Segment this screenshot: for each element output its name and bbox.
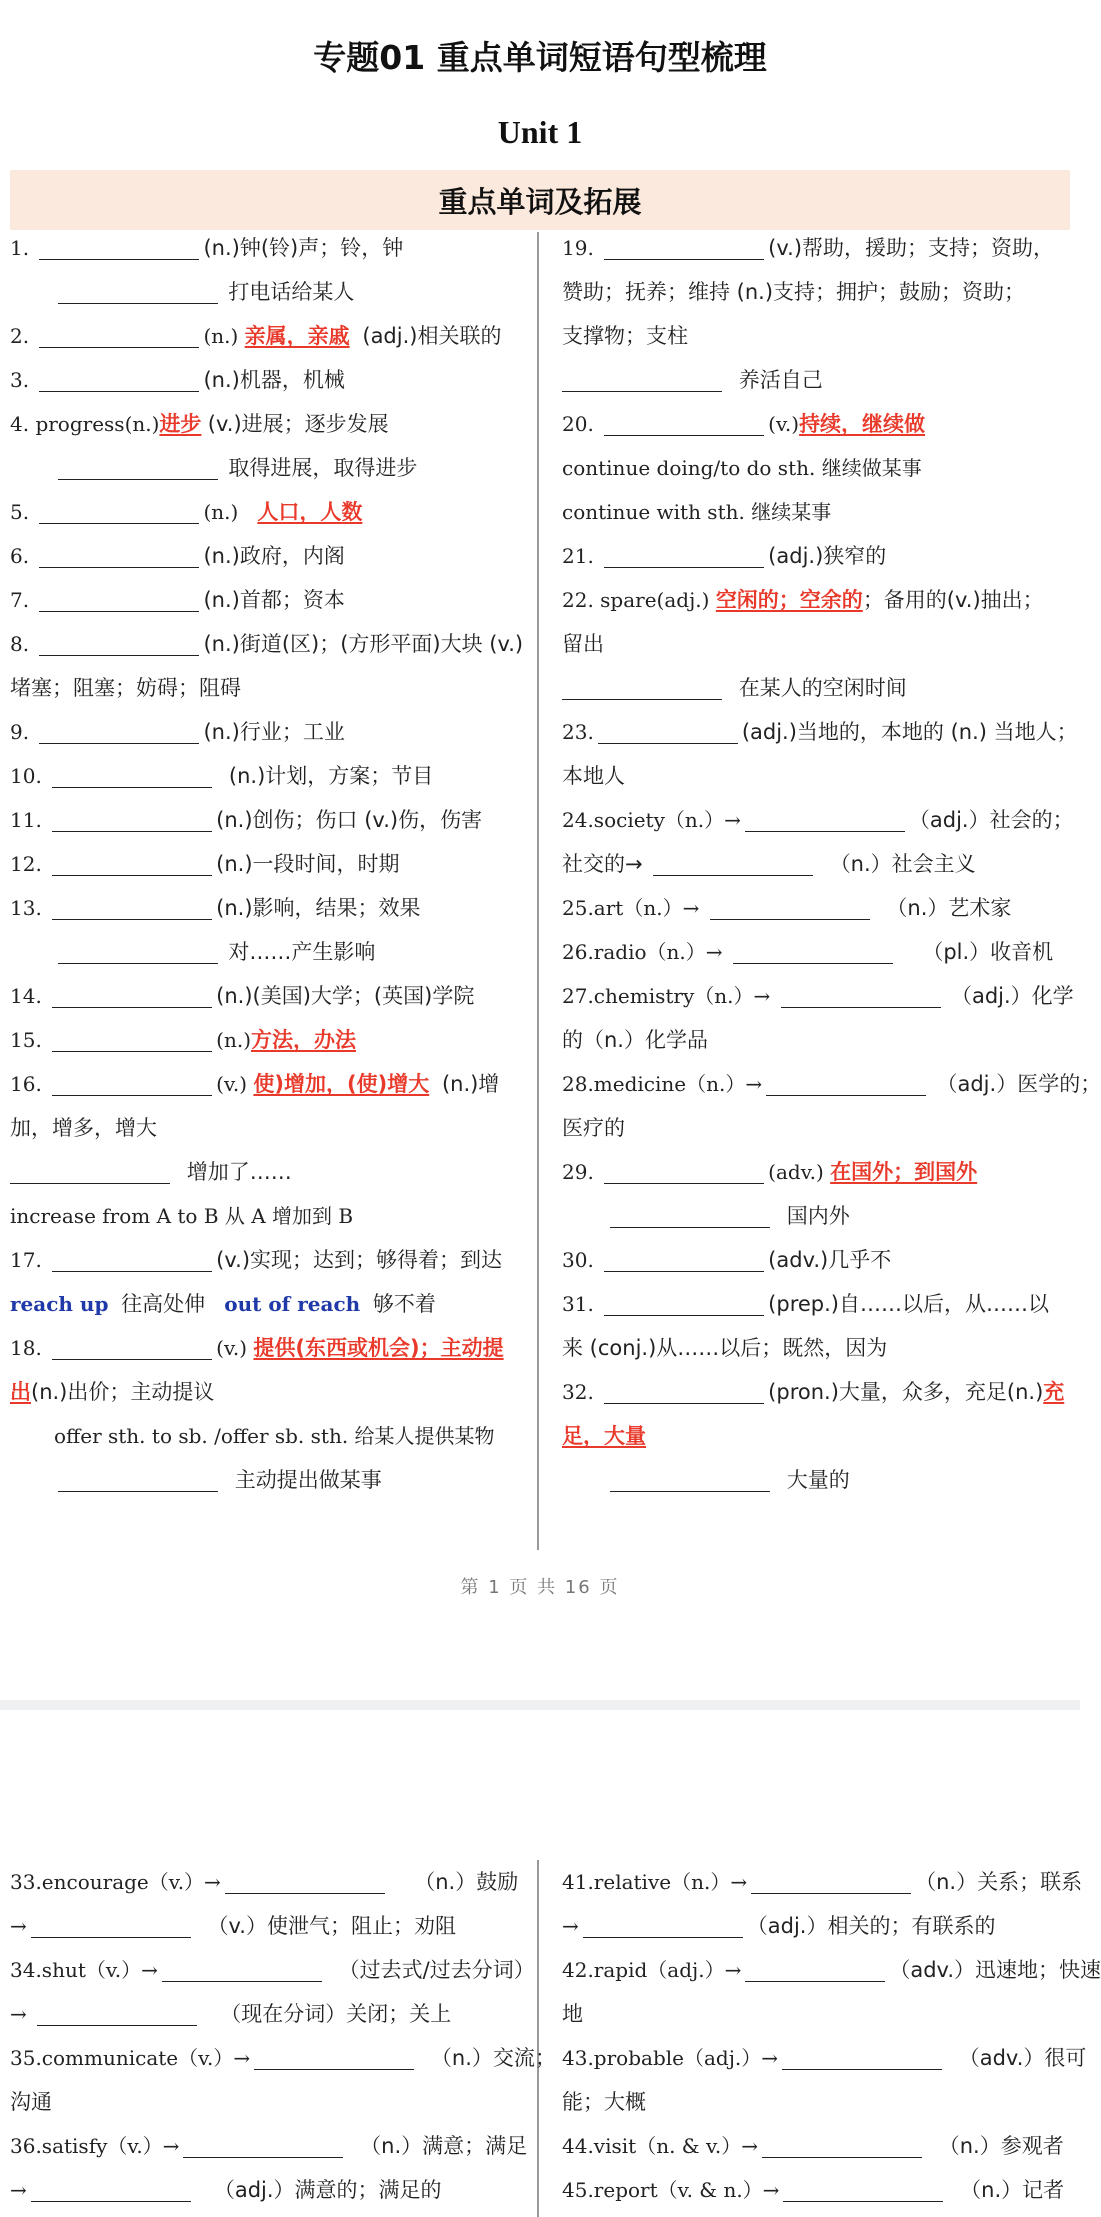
phrase-highlight: reach up [10,1292,109,1316]
item-number: 2. [10,324,30,348]
answer-blank[interactable] [562,674,722,700]
item-number: 11. [10,808,42,832]
answer-blank[interactable] [604,542,764,568]
definition: 主动提出做某事 [234,1468,382,1492]
vocab-continuation [562,754,1074,798]
vocab-item-32 [562,1370,1074,1414]
vocab-item-34 [10,1948,538,1992]
definition: 赞助；抚养；维持 (n.)支持；拥护；鼓励；资助； [562,280,1026,304]
highlighted-answer: 出 [10,1380,31,1404]
vocab-phrase [562,446,1074,490]
vocab-continuation [10,1370,538,1414]
vocab-item-15 [10,1018,538,1062]
definition: 增加了…… [186,1160,292,1184]
definition: 养活自己 [738,368,823,392]
word: 28.medicine（n.）→ [562,1072,763,1096]
definition: （过去式/过去分词） [338,1958,535,1982]
vocab-item-29 [562,1150,1074,1194]
vocab-item-8 [10,622,538,666]
answer-blank[interactable] [710,894,870,920]
highlighted-answer: 提供(东西或机会)；主动提 [253,1336,504,1360]
answer-blank[interactable] [762,2132,922,2158]
vocab-continuation [562,1106,1074,1150]
vocab-item-31 [562,1282,1074,1326]
item-number: 12. [10,852,42,876]
answer-blank[interactable] [52,850,212,876]
vocab-item-3 [10,358,538,402]
item-number: 15. [10,1028,42,1052]
definition: (v.)帮助，援助；支持；资助， [768,236,1055,260]
highlighted-answer: 进步 [159,412,202,436]
phrase-highlight: out of reach [224,1292,361,1316]
definition: (n.)政府，内阁 [203,544,345,568]
definition: (adj.)相关联的 [362,324,502,348]
item-number: 31. [562,1292,594,1316]
answer-blank[interactable] [52,1026,212,1052]
definition: （adj.）相关的；有联系的 [746,1914,996,1938]
vocab-continuation [562,1992,1074,2036]
definition: （adj.）医学的； [936,1072,1101,1096]
vocab-continuation [562,1326,1074,1370]
page-2 [0,1710,1101,2217]
definition: 支撑物；支柱 [562,324,688,348]
item-number: 8. [10,632,30,656]
word: 45.report（v. & n.）→ [562,2178,780,2202]
vocab-item-13 [10,886,538,930]
answer-blank[interactable] [58,1466,218,1492]
definition: （adv.）很可 [958,2046,1087,2070]
answer-blank[interactable] [604,1378,764,1404]
vocab-item-25 [562,886,1074,930]
vocab-item-23 [562,710,1078,754]
answer-blank[interactable] [52,982,212,1008]
highlighted-answer: 使)增加，(使)增大 [253,1072,430,1096]
answer-blank[interactable] [39,718,199,744]
vocab-item-19 [562,226,1074,270]
item-number: 1. [10,236,30,260]
highlighted-answer: 持续，继续做 [799,412,926,436]
definition: （现在分词）关闭；关上 [220,2002,452,2026]
definition: (n.)(美国)大学；(英国)学院 [216,984,475,1008]
vocab-item-26 [562,930,1074,974]
answer-blank[interactable] [58,278,218,304]
vocab-phrase [10,1414,538,1458]
definition: (v.)进展；逐步发展 [207,412,389,436]
answer-blank[interactable] [39,322,199,348]
vocab-item-16 [10,1062,538,1106]
page-footer: 第 1 页 共 16 页 [460,1577,620,1598]
vocab-continuation [562,622,1074,666]
definition: （n.）参观者 [938,2134,1064,2158]
vocab-continuation [562,2080,1074,2124]
vocab-continuation [10,1992,538,2036]
vocab-item-45 [562,2168,1074,2212]
answer-blank[interactable] [58,938,218,964]
answer-blank[interactable] [604,234,764,260]
word: 41.relative（n.）→ [562,1870,748,1894]
item-number: 10. [10,764,42,788]
answer-blank[interactable] [604,1290,764,1316]
answer-blank[interactable] [183,2132,343,2158]
section-header: 重点单词及拓展 [10,170,1070,230]
item-number: 20. [562,412,594,436]
definition: 够不着 [372,1292,436,1316]
definition: （n.）记者 [960,2178,1065,2202]
part-of-speech: (v.) [768,412,800,436]
definition: (n.)一段时间，时期 [216,852,400,876]
definition: 沟通 [10,2090,52,2114]
definition: 对……产生影响 [228,940,376,964]
vocab-item-10 [10,754,538,798]
word: 33.encourage（v.）→ [10,1870,221,1894]
definition: (prep.)自……以后，从……以 [768,1292,1049,1316]
definition: 能；大概 [562,2090,646,2114]
definition: 加，增多，增大 [10,1116,157,1140]
vocab-continuation [562,1018,1074,1062]
item-number: 29. [562,1160,594,1184]
definition: (adj.)当地的，本地的 (n.) 当地人； [741,720,1078,744]
definition: 打电话给某人 [228,280,355,304]
unit-title: Unit 1 [497,114,583,150]
definition: (n.)创伤；伤口 (v.)伤，伤害 [216,808,483,832]
definition: （n.）交流； [430,2046,556,2070]
answer-blank[interactable] [39,542,199,568]
word: 25.art（n.）→ [562,896,700,920]
vocab-item-4 [10,402,538,446]
answer-blank[interactable] [52,1070,212,1096]
page-separator [0,1700,1080,1710]
vocab-subitem [562,666,1074,710]
vocab-continuation [562,842,1074,886]
item-number: 7. [10,588,30,612]
definition: （n.）鼓励 [414,1870,519,1894]
definition: 本地人 [562,764,625,788]
part-of-speech: (n.) [203,324,239,348]
definition: （n.）关系；联系 [915,1870,1083,1894]
highlighted-answer: 空闲的；空余的 [715,588,863,612]
definition: 医疗的 [562,1116,625,1140]
vocab-item-18 [10,1326,538,1370]
arrow: → [10,1914,27,1938]
vocab-item-44 [562,2124,1074,2168]
answer-blank[interactable] [58,454,218,480]
vocab-item-2 [10,314,538,358]
word: 26.radio（n.）→ [562,940,723,964]
part-of-speech: (adv.) [768,1160,824,1184]
definition: (adj.)狭窄的 [768,544,887,568]
answer-blank[interactable] [225,1868,385,1894]
vocab-item-20 [562,402,1074,446]
answer-blank[interactable] [39,498,199,524]
item-number: 14. [10,984,42,1008]
answer-blank[interactable] [39,630,199,656]
vocab-item-24 [562,798,1074,842]
answer-blank[interactable] [162,1956,322,1982]
vocab-continuation [562,1414,1074,1458]
vocab-subitem [10,930,538,974]
definition: （v.）使泄气；阻止；劝阻 [207,1914,456,1938]
highlighted-answer: 亲属，亲戚 [244,324,350,348]
vocab-item-12 [10,842,538,886]
answer-blank[interactable] [604,1246,764,1272]
document-title: 专题01 重点单词短语句型梳理 [313,38,767,77]
vocab-continuation [10,1106,538,1150]
word: 24.society（n.）→ [562,808,741,832]
vocab-item-30 [562,1238,1074,1282]
part-of-speech: (v.) [216,1072,248,1096]
arrow: → [10,2178,27,2202]
answer-blank[interactable] [583,1912,743,1938]
definition: (n.)影响，结果；效果 [216,896,421,920]
vocab-item-21 [562,534,1074,578]
definition: (n.)行业；工业 [203,720,345,744]
vocab-phrase [10,1194,538,1238]
answer-blank[interactable] [782,2044,942,2070]
phrase: continue with sth. 继续某事 [562,500,832,524]
answer-blank[interactable] [751,1868,911,1894]
answer-blank[interactable] [39,366,199,392]
answer-blank[interactable] [766,1070,926,1096]
word: 44.visit（n. & v.）→ [562,2134,758,2158]
item-number: 18. [10,1336,42,1360]
vocab-item-33 [10,1860,538,1904]
phrase: continue doing/to do sth. 继续做某事 [562,456,922,480]
vocab-item-28 [562,1062,1101,1106]
vocab-item-22 [562,578,1074,622]
definition: （n.）艺术家 [886,896,1012,920]
vocab-item-7 [10,578,538,622]
definition: 来 (conj.)从……以后；既然，因为 [562,1336,888,1360]
vocab-subitem [10,270,538,314]
definition: 大量的 [786,1468,850,1492]
definition: （adj.）满意的；满足的 [213,2178,442,2202]
definition: ；备用的(v.)抽出； [862,588,1044,612]
answer-blank[interactable] [31,2176,191,2202]
vocab-subitem [10,446,538,490]
answer-blank[interactable] [598,718,738,744]
vocab-continuation [562,314,1074,358]
item-number: 32. [562,1380,594,1404]
answer-blank[interactable] [745,806,905,832]
definition: （adj.）社会的； [908,808,1074,832]
part-of-speech: (n.) [203,500,239,524]
definition: 国内外 [786,1204,850,1228]
item-number: 30. [562,1248,594,1272]
vocab-item-9 [10,710,538,754]
answer-blank[interactable] [52,806,212,832]
answer-blank[interactable] [31,1912,191,1938]
part-of-speech: (v.) [216,1336,248,1360]
definition: （pl.）收音机 [922,940,1054,964]
vocab-item-35 [10,2036,556,2080]
answer-blank[interactable] [254,2044,414,2070]
definition: （n.）社会主义 [829,852,976,876]
definition: 在某人的空闲时间 [738,676,907,700]
item-number: 5. [10,500,30,524]
vocab-phrase [10,1282,538,1326]
item-number: 23. [562,720,594,744]
vocab-continuation [562,270,1074,314]
word: 34.shut（v.）→ [10,1958,158,1982]
word: 社交的→ [562,852,643,876]
vocab-item-43 [562,2036,1087,2080]
item-number: 6. [10,544,30,568]
answer-blank[interactable] [610,1466,770,1492]
answer-blank[interactable] [52,762,212,788]
item-number: 9. [10,720,30,744]
answer-blank[interactable] [783,2176,943,2202]
answer-blank[interactable] [745,1956,885,1982]
definition: （adj.）化学 [950,984,1074,1008]
vocab-item-41 [562,1860,1083,1904]
vocab-item-27 [562,974,1074,1018]
definition: (n.)街道(区)；(方形平面)大块 (v.) [203,632,524,656]
definition: (n.)出价；主动提议 [31,1380,215,1404]
definition: 取得进展，取得进步 [228,456,418,480]
vocab-item-42 [562,1948,1101,1992]
item-number: 17. [10,1248,42,1272]
answer-blank[interactable] [781,982,941,1008]
vocab-item-5 [10,490,538,534]
part-of-speech: (n.) [216,1028,252,1052]
answer-blank[interactable] [653,850,813,876]
arrow: → [562,1914,579,1938]
answer-blank[interactable] [52,1334,212,1360]
item-number: 21. [562,544,594,568]
definition: (n.)机器，机械 [203,368,345,392]
vocab-continuation [10,666,538,710]
vocab-subitem [562,1458,1074,1502]
highlighted-answer: 充 [1043,1380,1065,1404]
phrase: increase from A to B 从 A 增加到 B [10,1204,354,1228]
definition: 的（n.）化学品 [562,1028,708,1052]
definition: （adv.）迅速地；快速 [889,1958,1101,1982]
highlighted-answer: 人口，人数 [257,500,363,524]
highlighted-answer: 在国外；到国外 [830,1160,978,1184]
definition: (adv.)几乎不 [768,1248,892,1272]
vocab-item-17 [10,1238,538,1282]
item-number: 3. [10,368,30,392]
vocab-continuation [562,1904,1074,1948]
definition: （n.）满意；满足 [360,2134,528,2158]
highlighted-answer: 足，大量 [562,1424,646,1448]
vocab-item-6 [10,534,538,578]
item-number: 16. [10,1072,42,1096]
answer-blank[interactable] [604,410,764,436]
vocab-item-1 [10,226,538,270]
definition: 往高处伸 [121,1292,206,1316]
vocab-item-11 [10,798,538,842]
answer-blank[interactable] [52,1246,212,1272]
item-number: 19. [562,236,594,260]
word: 43.probable（adj.）→ [562,2046,779,2070]
answer-blank[interactable] [733,938,893,964]
word: 4. progress(n.) [10,412,160,436]
definition: (n.)增 [441,1072,500,1096]
vocab-subitem [562,358,1074,402]
definition: 留出 [562,632,604,656]
definition: (n.)计划，方案；节目 [228,764,434,788]
word: 42.rapid（adj.）→ [562,1958,742,1982]
answer-blank[interactable] [39,234,199,260]
word: 35.communicate（v.）→ [10,2046,251,2070]
vocab-continuation [10,2080,538,2124]
phrase: offer sth. to sb. /offer sb. sth. 给某人提供某物 [54,1424,495,1448]
item-number: 13. [10,896,42,920]
word: 27.chemistry（n.）→ [562,984,771,1008]
answer-blank[interactable] [52,894,212,920]
definition: (pron.)大量，众多，充足(n.) [768,1380,1044,1404]
definition: 地 [562,2002,583,2026]
vocab-item-36 [10,2124,538,2168]
answer-blank[interactable] [604,1158,764,1184]
word: 36.satisfy（v.）→ [10,2134,180,2158]
highlighted-answer: 方法，办法 [251,1028,357,1052]
word: 22. spare(adj.) [562,588,710,612]
vocab-continuation [10,1904,538,1948]
vocab-subitem [10,1458,538,1502]
answer-blank[interactable] [610,1202,770,1228]
definition: 堵塞；阻塞；妨碍；阻碍 [10,676,241,700]
arrow: → [10,2002,27,2026]
answer-blank[interactable] [562,366,722,392]
definition: (v.)实现；达到；够得着；到达 [216,1248,503,1272]
vocab-continuation [10,2168,538,2212]
vocab-phrase [562,490,1074,534]
vocab-subitem [562,1194,1074,1238]
vocab-subitem [10,1150,538,1194]
answer-blank[interactable] [37,2000,197,2026]
answer-blank[interactable] [10,1158,170,1184]
definition: (n.)首都；资本 [203,588,345,612]
answer-blank[interactable] [39,586,199,612]
definition: (n.)钟(铃)声；铃，钟 [203,236,404,260]
vocab-item-14 [10,974,538,1018]
